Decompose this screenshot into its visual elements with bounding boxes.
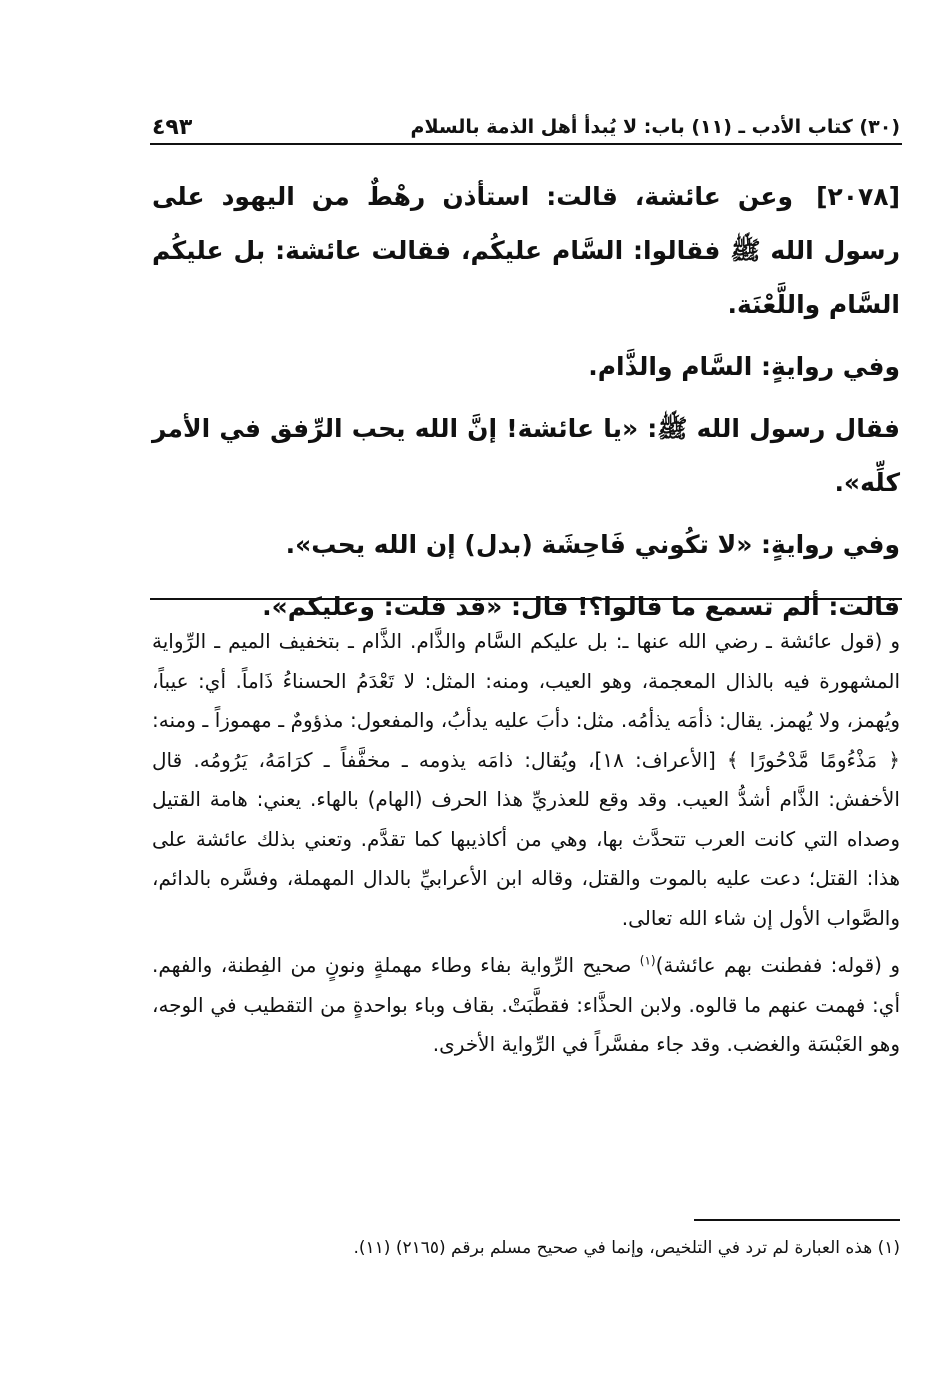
hadith-line: قالت: ألم تسمع ما قالوا؟! قال: «قد قلت: وعليكم». [262, 592, 900, 621]
header-rule [150, 143, 902, 145]
commentary-paragraph [152, 946, 900, 1065]
page-header [152, 112, 900, 142]
footnote-divider [694, 1219, 900, 1221]
commentary-quote: و (قوله: ففطنت بهم عائشة) [655, 953, 901, 977]
footnote-marker: (١) [639, 953, 656, 968]
hadith-block [152, 170, 900, 634]
commentary-paragraph: و (قول عائشة ـ رضي الله عنها ـ: بل عليكم السَّام والذَّام. الذَّام ـ بتخفيف الميم ـ الرِّواية المشهورة فيه بالذال المعجمة، وهو العيب، ومنه: المثل: لا تَعْدَمُ الحسناءُ ذَاماً. أي: عيباً، ويُهمز، ولا يُهمز. يقال: ذأمَه يذأمُه. مثل: دأبَ عليه يدأبُ، والمفعول: مذؤومٌ ـ مهموزاً ـ ومنه: ﴿ مَذْءُومًا مَّدْحُورًا ﴾ [الأعراف: ١٨]، ويُقال: ذامَه يذومه ـ مخفَّفاً ـ كرَامَهُ، يَرُومُه. قال الأخفش: الذَّام أشدُّ العيب. وقد وقع للعذريِّ هذا الحرف (الهام) بالهاء. يعني: هامة القتيل وصداه التي كانت العرب تتحدَّث بها، وهي من أكاذيبها كما تقدَّم. وتعني بذلك عائشة على هذا: القتل؛ دعت عليه بالموت والقتل، وقاله ابن الأعرابيِّ بالدال المهملة، وفسَّره بالدائم، والصَّواب الأول إن شاء الله تعالى. [152, 629, 901, 930]
hadith-opening [152, 170, 900, 332]
hadith-number: [٢٠٧٨] [816, 182, 900, 211]
running-title: (٣٠) كتاب الأدب ـ (١١) باب: لا يُبدأ أهل الذمة بالسلام [410, 116, 900, 138]
hadith-text: وعن عائشة، قالت: استأذن رهْطٌ من اليهود على رسول الله ﷺ فقالوا: السَّام عليكُم، فقالت عائشة: بل عليكُم السَّام واللَّعْنَة. [152, 182, 900, 319]
commentary-text: صحيح الرِّواية بفاء وطاء مهملةٍ ونونٍ من الفِطنة، والفهم. أي: فهمت عنهم ما قالوه. ولابن الحذَّاء: فقطَّبَتْ. بقاف وباء بواحدةٍ من التقطيب في الوجه، وهو العَبْسَة والغضب. وقد جاء مفسَّراً في الرِّواية الأخرى. [152, 953, 900, 1056]
hadith-line: فقال رسول الله ﷺ: «يا عائشة! إنَّ الله يحب الرِّفق في الأمر كلِّه». [152, 414, 900, 497]
hadith-line: وفي روايةٍ: السَّام والذَّام. [588, 352, 900, 381]
section-divider [150, 598, 902, 600]
hadith-line: وفي روايةٍ: «لا تكُوني فَاحِشَة (بدل) إن الله يحب». [285, 530, 900, 559]
page-number: ٤٩٣ [152, 114, 193, 140]
commentary-block [152, 622, 900, 1073]
footnote: (١) هذه العبارة لم ترد في التلخيص، وإنما في صحيح مسلم برقم (٢١٦٥) (١١). [353, 1238, 900, 1258]
